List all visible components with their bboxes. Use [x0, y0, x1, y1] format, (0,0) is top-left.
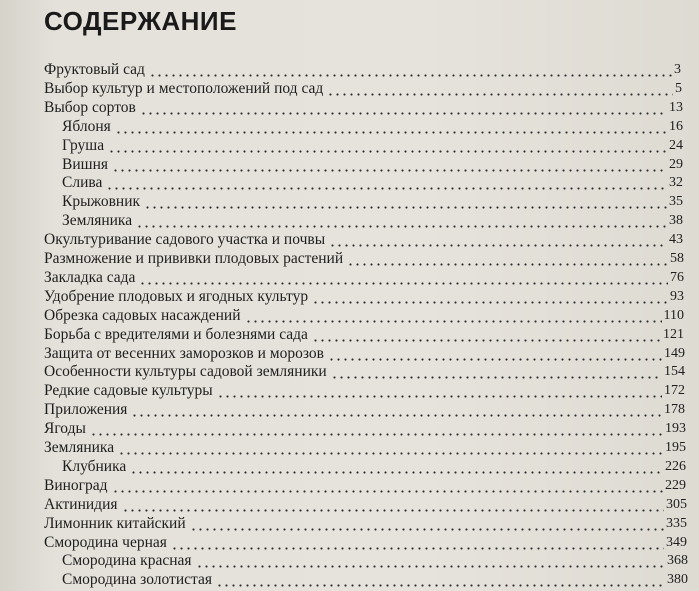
toc-entry [62, 173, 683, 192]
dot-leader [112, 155, 667, 174]
toc-entry-title: Смородина красная [62, 552, 192, 570]
dot-leader [216, 570, 665, 589]
dot-leader [327, 79, 673, 98]
toc-entry-title: Земляника [44, 439, 115, 456]
dot-leader [329, 230, 667, 249]
dot-leader [331, 362, 662, 381]
dot-leader [312, 287, 668, 306]
toc-entry [62, 211, 683, 230]
toc-entry-title: Выбор сортов [44, 98, 136, 116]
toc-entry-title: Редкие садовые культуры [44, 382, 213, 400]
dot-leader [112, 476, 663, 495]
toc-entry-page-number: 76 [670, 269, 684, 285]
toc-entry-title: Фруктовый сад [44, 61, 145, 78]
toc-entry-page-number: 110 [663, 307, 684, 323]
dot-leader [171, 533, 664, 552]
dot-leader [130, 457, 663, 476]
toc-entry-page-number: 35 [669, 194, 683, 210]
dot-leader [136, 211, 667, 230]
toc-entry-title: Яблоня [62, 117, 111, 135]
toc-entry [62, 136, 683, 155]
toc-entry [62, 551, 688, 570]
toc-entry-title: Удобрение плодовых и ягодных культур [44, 287, 309, 305]
toc-entry [44, 419, 686, 438]
toc-entry-page-number: 195 [665, 440, 686, 455]
toc-entry-page-number: 32 [669, 175, 683, 191]
dot-leader [347, 249, 668, 268]
dot-leader [312, 325, 661, 344]
toc-entry-title: Закладка сада [44, 268, 136, 286]
dot-leader [140, 98, 667, 117]
dot-leader [217, 381, 662, 400]
dot-leader [108, 136, 667, 155]
dot-leader [118, 438, 663, 457]
dot-leader [144, 192, 667, 211]
toc-entry-page-number: 43 [669, 232, 683, 248]
toc-entry-page-number: 368 [667, 553, 688, 569]
toc-entry-page-number: 305 [666, 496, 687, 512]
toc-entry [44, 400, 685, 419]
toc-entry-page-number: 13 [669, 99, 683, 115]
toc-entry-page-number: 349 [666, 534, 687, 550]
toc-entry-page-number: 226 [665, 458, 686, 474]
toc-entry-title: Груша [62, 136, 105, 154]
toc-entry-title: Размножение и прививки плодовых растений [44, 250, 344, 267]
toc-entry [44, 344, 685, 363]
toc-entry [44, 306, 684, 325]
toc-entry-title: Лимонник китайский [44, 514, 186, 532]
toc-entry-title: Приложения [44, 401, 128, 419]
toc-entry [44, 438, 686, 457]
toc-entry [44, 268, 684, 287]
toc-entry [62, 192, 683, 211]
toc-entry [44, 362, 685, 381]
toc-entry-page-number: 3 [674, 62, 681, 77]
toc-entry-title: Клубника [62, 457, 127, 475]
toc-entry [62, 570, 688, 589]
toc-entry-title: Окультуривание садового участка и почвы [44, 231, 326, 249]
toc-entry-title: Смородина золотистая [62, 571, 212, 589]
toc-entry-page-number: 5 [675, 80, 682, 96]
toc-entry-title: Выбор культур и местоположений под сад [44, 79, 324, 97]
toc-entry-title: Земляника [62, 212, 133, 230]
toc-entry [44, 287, 684, 306]
toc-entry-page-number: 29 [669, 156, 683, 172]
toc-entry-title: Особенности культуры садовой земляники [44, 363, 327, 381]
toc-entry [44, 476, 686, 495]
toc-entry-title: Борьба с вредителями и болезнями сада [44, 325, 308, 343]
dot-leader [139, 268, 668, 287]
toc-entry-page-number: 172 [664, 383, 685, 399]
toc-entry-page-number: 24 [669, 137, 683, 153]
toc-entry-title: Обрезка садовых насаждений [44, 306, 241, 324]
toc-entry-title: Крыжовник [62, 193, 141, 211]
toc-entry-page-number: 229 [665, 477, 686, 493]
dot-leader [245, 306, 662, 325]
dot-leader [149, 60, 672, 79]
dot-leader [106, 173, 667, 192]
toc-entry [62, 457, 686, 476]
toc-entry-page-number: 193 [665, 421, 686, 437]
toc-entry [44, 98, 683, 117]
toc-entry-page-number: 58 [670, 251, 684, 266]
toc-entry-page-number: 16 [669, 118, 683, 134]
dot-leader [122, 495, 665, 514]
toc-entry-page-number: 154 [664, 364, 685, 380]
toc-entry-page-number: 149 [664, 345, 685, 361]
toc-entry-title: Актинидия [44, 495, 118, 513]
toc-entry-title: Вишня [62, 155, 108, 173]
toc-entry [44, 79, 682, 98]
toc-entry-page-number: 380 [667, 572, 688, 588]
dot-leader [190, 514, 664, 533]
toc-entry-title: Виноград [44, 476, 108, 494]
dot-leader [131, 400, 662, 419]
toc-entry [62, 155, 683, 174]
page-title: СОДЕРЖАНИЕ [44, 6, 237, 36]
dot-leader [196, 551, 665, 570]
toc-entry-title: Смородина черная [44, 533, 167, 551]
toc-entry [44, 495, 687, 514]
toc-entry-title: Защита от весенних заморозков и морозов [44, 344, 324, 362]
toc-entry [44, 249, 684, 268]
toc-entry [44, 514, 687, 533]
toc-entry-page-number: 121 [663, 326, 684, 342]
toc-entry [44, 60, 681, 79]
toc-entry-title: Ягоды [44, 420, 86, 438]
toc-entry-page-number: 93 [670, 288, 684, 304]
toc-entry-page-number: 178 [664, 402, 685, 418]
toc-entry [62, 117, 683, 136]
toc-entry-page-number: 38 [669, 213, 683, 229]
toc-entry-title: Слива [62, 174, 103, 192]
dot-leader [90, 419, 663, 438]
dot-leader [115, 117, 667, 136]
toc-entry [44, 381, 685, 400]
toc-entry [44, 533, 687, 552]
toc-entry [44, 325, 684, 344]
toc-entry-page-number: 335 [666, 515, 687, 531]
dot-leader [328, 344, 662, 363]
toc-entry [44, 230, 683, 249]
